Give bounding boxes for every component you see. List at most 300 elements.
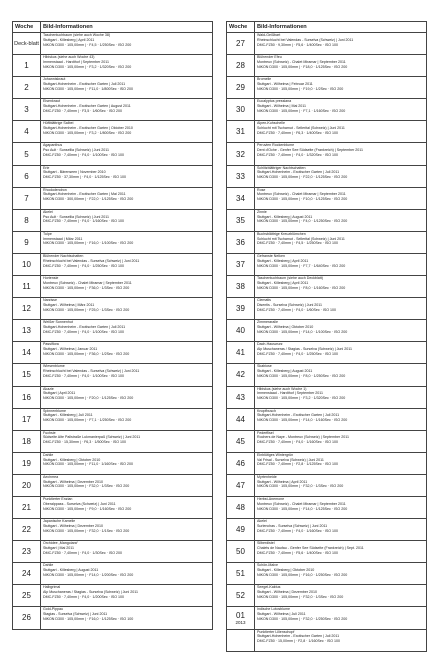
location-date: Stuttgart - Wilhelma | Dezember 2010 [43, 479, 104, 484]
image-info [255, 519, 427, 541]
camera-settings: DMC-FZ50 · 7,40mm | · F2,8 · 1/125Sec · ISO 100 [257, 462, 339, 467]
plant-name: Wald-Geißbart [257, 33, 281, 37]
week-label: 29 [236, 83, 245, 93]
week-number [227, 607, 255, 629]
location-date: Stuttgart-Hohenheim - Exotischer Garten | Mai 2011 [43, 192, 126, 197]
camera-settings: DMC-FZ50 · 15,30mm | · F6,3 · 1/500Sec · ISO 100 [43, 440, 127, 445]
week-number [13, 563, 41, 585]
week-number [13, 474, 41, 496]
table-row [13, 99, 213, 121]
image-info [255, 231, 427, 253]
left-column [12, 21, 213, 630]
table-row [227, 99, 427, 121]
week-label: 25 [22, 591, 31, 601]
camera-settings: NIKON D300 · 105,00mm | · F32,0 · 1/3Sec · ISO 200 [257, 594, 344, 599]
plant-name: Herbst-Anemone [257, 496, 285, 501]
location-date: Rheinschlucht bei Valendas - Surselva (Schweiz) | Juni 2011 [43, 258, 140, 263]
plant-name: Passiflora [43, 342, 59, 347]
location-date: Stuttgart - Wilhelma | Dezember 2010 [257, 590, 318, 595]
table-row [227, 408, 427, 430]
plant-name: Bromelie [257, 77, 272, 82]
camera-settings: NIKON D300 · 300,00mm | · F22,0 · 1/125Sec · ISO 200 [43, 197, 134, 202]
table-row [227, 143, 427, 165]
location-date: Stuttgart - Killesberg | April 2011 [257, 258, 309, 263]
plant-name: Alpen-Kuhschelle [257, 121, 285, 126]
camera-settings: NIKON D300 · 105,00mm | · F11,0 · 1/160Sec · ISO 200 [43, 462, 133, 467]
plant-name: Narzisse [43, 298, 57, 303]
camera-settings: DMC-FZ50 · 7,40mm | · F4,0 · 1/160Sec · ISO 100 [257, 528, 339, 533]
table-row [13, 77, 213, 99]
week-number [227, 563, 255, 585]
location-date: Immenstaad - Hardthof | September 2011 [257, 391, 323, 396]
plant-name: Johanniskraut [43, 77, 66, 82]
image-info [41, 187, 213, 209]
table-row [13, 209, 213, 231]
week-label: Deck-blatt [14, 40, 39, 47]
plant-name: Einblütiges Wintergrün [257, 452, 294, 457]
plant-name: Silberdistel [257, 541, 275, 546]
week-number [13, 386, 41, 408]
plant-name: Punktierter Enzian [43, 496, 73, 501]
location-date: Chalets de Naufau - Genfer See Südseite (Frankreich) | Sept. 2011 [257, 545, 364, 550]
plant-name: Federflisel [257, 430, 274, 435]
week-number [227, 276, 255, 298]
week-label: 47 [236, 480, 245, 490]
location-date: Stuttgart - Bärenseen | November 2010 [43, 170, 106, 175]
camera-settings: NIKON D300 · 105,00mm | · F8,0 · 1/160Sec · ISO 200 [257, 285, 346, 290]
image-info [41, 33, 213, 55]
camera-settings: NIKON D300 · 105,00mm | · F14,0 · 1/160Sec · ISO 200 [257, 418, 348, 423]
image-info [255, 253, 427, 275]
camera-settings: DMC-FZ50 · 7,40mm | · F4,5 · 1/250Sec · ISO 100 [257, 241, 339, 246]
week-number [227, 165, 255, 187]
location-date: Stuttgart - Killesberg | August 2011 [257, 369, 313, 374]
plant-name: Schlitzblättriger Nachtschatten [257, 165, 306, 170]
location-date: Alp Muschaneras / Stagias - Surselva (Schweiz) | Juni 2011 [43, 590, 138, 595]
location-date: Stuttgart - Wilhelma | Februar 2011 [257, 81, 313, 86]
location-date: Immenstaad - Hardthof | September 2011 [43, 59, 109, 64]
location-date: Stuttgart - Killesberg | Juli 2011 [43, 413, 93, 418]
plant-name: Tulpe [43, 231, 52, 236]
week-label: 32 [236, 149, 245, 159]
image-info [255, 187, 427, 209]
image-info [41, 342, 213, 364]
week-label: 46 [236, 458, 245, 468]
plant-name: Schön-Malve [257, 563, 278, 568]
table-row [227, 519, 427, 541]
camera-settings: NIKON D300 · 105,00mm | · F11,0 · 1/800Sec · ISO 200 [43, 86, 133, 91]
week-label: 17 [22, 414, 31, 424]
camera-settings: NIKON D300 · 105,00mm | · F4,5 · 1/250Sec · ISO 200 [43, 42, 132, 47]
week-label: 24 [22, 569, 31, 579]
table-row [227, 209, 427, 231]
image-info [255, 364, 427, 386]
week-label: 23 [22, 547, 31, 557]
image-info [255, 77, 427, 99]
week-label: 42 [236, 370, 245, 380]
plant-name: Peruvien Rockenblume [257, 143, 295, 148]
image-info [41, 143, 213, 165]
info-header: Bild-Informationen [41, 22, 213, 33]
camera-settings: NIKON D300 · 105,00mm | · F3,2 · 1/320Sec · ISO 200 [43, 64, 132, 69]
table-row [227, 121, 427, 143]
week-label: 16 [22, 392, 31, 402]
camera-settings: NIKON D300 · 105,00mm | · F32,0 · 1/3Sec · ISO 200 [43, 484, 130, 489]
plant-name: Hibiskus (siehe auch Woche 43) [43, 55, 95, 60]
table-row [13, 231, 213, 253]
table-row [13, 563, 213, 585]
location-date: Alp Muschaneras / Stagias - Surselva (Schweiz) | Juni 2011 [257, 347, 352, 352]
week-label: 43 [236, 392, 245, 402]
week-number [227, 629, 255, 651]
week-label: 11 [22, 282, 31, 292]
location-date: Stuttgart - Wilhelma | März 2011 [43, 302, 95, 307]
plant-name: Erle [43, 165, 50, 170]
plant-name: Punktierter Lilienschopf [257, 629, 295, 634]
camera-settings: NIKON D300 · 105,00mm | · F22,0 · 1/125Sec · ISO 200 [257, 175, 348, 180]
plant-name: Blühender Efeu [257, 55, 282, 60]
image-info [255, 121, 427, 143]
week-number [13, 496, 41, 518]
image-info [41, 276, 213, 298]
week-number [227, 320, 255, 342]
week-label: 28 [236, 61, 245, 71]
image-info [255, 563, 427, 585]
camera-settings: NIKON D300 · 105,00mm | · F16,0 · 1/100Sec · ISO 200 [43, 241, 134, 246]
week-label: 19 [22, 458, 31, 468]
camera-settings: DMC-FZ50 · 7,40mm | · F4,0 · 1/100Sec · ISO 100 [43, 329, 125, 334]
plant-name: Spinnenblume [43, 408, 66, 413]
plant-name: Hortensie [43, 276, 59, 281]
week-number [13, 55, 41, 77]
plant-name: Eisenkraut [43, 99, 60, 104]
plant-name: Eucalyptus pressiana [257, 99, 292, 104]
camera-settings: NIKON D300 · 105,00mm | · F3,2 · 1/320Sec · ISO 200 [257, 396, 346, 401]
table-row [227, 563, 427, 585]
plant-name: Knopfbusch [257, 408, 276, 413]
plant-name: Weißer Sonnenhut [43, 320, 73, 325]
week-label: 51 [236, 569, 245, 579]
week-label: 34 [236, 193, 245, 203]
location-date: Stuttgart-Hohenheim - Exotischer Garten | Oktober 2010 [43, 126, 133, 131]
image-info [255, 143, 427, 165]
week-label: 12 [22, 304, 31, 314]
week-number [13, 77, 41, 99]
week-number [227, 209, 255, 231]
camera-settings: NIKON D300 · 105,00mm | · F4,0 · 1/1250Sec · ISO 200 [257, 219, 348, 224]
location-date: Stuttgart - Wilhelma | Januar 2011 [43, 347, 98, 352]
table-header-row [227, 22, 427, 33]
week-label: 10 [22, 259, 31, 269]
location-date: Südseite Alte Pallstraße Lukmanierpaß (Schweiz) | Juni 2011 [43, 435, 141, 440]
plant-name: Akelei [43, 209, 53, 214]
week-number [13, 342, 41, 364]
camera-settings: NIKON D300 · 105,00mm | · F32,0 · 1/1Sec · ISO 200 [43, 528, 130, 533]
location-date: Stuttgart - Wilhelma | Oktober 2010 [257, 325, 314, 330]
week-label: 35 [236, 215, 245, 225]
table-row [227, 585, 427, 607]
week-number [227, 143, 255, 165]
table-row [13, 452, 213, 474]
camera-settings: DMC-FZ50 · 7,40mm | · F4,0 · 1/100Sec · ISO 100 [43, 374, 125, 378]
location-date: Montreux (Schweiz) - Chalet Miramar | September 2011 [257, 192, 346, 197]
week-header: Woche [13, 22, 41, 33]
table-row [13, 320, 213, 342]
camera-settings: NIKON D300 · 105,00mm | · F14,0 · 1/100Sec · ISO 200 [257, 329, 348, 334]
week-label: 31 [236, 127, 245, 137]
image-info [41, 320, 213, 342]
location-date: Stuttgart - Killesberg | Oktober 2010 [43, 457, 101, 462]
plant-name: Dahlie [43, 563, 54, 568]
week-number [13, 121, 41, 143]
plant-name: Rose [257, 187, 266, 192]
week-label: 8 [24, 215, 29, 225]
week-number [227, 55, 255, 77]
table-row [13, 298, 213, 320]
table-row [13, 165, 213, 187]
image-info [41, 519, 213, 541]
week-label: 22 [22, 525, 31, 535]
image-info [41, 99, 213, 121]
plant-name: Gold-Pippau [43, 607, 63, 612]
camera-settings: NIKON D300 · 105,00mm | · F25,0 · 1/3Sec · ISO 200 [43, 307, 130, 312]
week-number [227, 585, 255, 607]
table-row [227, 430, 427, 452]
camera-settings: NIKON D300 · 105,00mm | · F7,1 · 1/160Sec · ISO 200 [257, 108, 346, 113]
camera-settings: NIKON D300 · 105,00mm | · F3,2 · 1/800Sec · ISO 200 [43, 130, 132, 135]
week-number [227, 452, 255, 474]
camera-settings: NIKON D300 · 105,00mm | · F10,0 · 1/125Sec · ISO 200 [257, 197, 348, 202]
week-label: 50 [236, 547, 245, 557]
location-date: Rheinschlucht bei Valendas - Surselva (Schweiz) | Juni 2011 [43, 369, 140, 374]
camera-settings: DMC-FZ50 · 7,40mm | · F4,0 · 1/200Sec · ISO 100 [43, 594, 125, 599]
week-number [227, 519, 255, 541]
week-label: 49 [236, 525, 245, 535]
camera-settings: NIKON D300 · 105,00mm | · F16,0 · 1/250Sec · ISO 200 [257, 572, 348, 577]
image-info [255, 386, 427, 408]
plant-name: Zimmeraralie [257, 320, 278, 325]
table-row [227, 33, 427, 55]
location-date: Schlucht mit Tschamut - Sellerital (Schweiz) | Juni 2011 [257, 126, 345, 131]
camera-settings: DMC-FZ50 · 7,40mm | · F6,3 · 1/400Sec · ISO 100 [257, 130, 339, 135]
week-label: 4 [24, 127, 29, 137]
plant-name: Skabiose [257, 364, 272, 369]
table-row [227, 364, 427, 386]
week-label: 36 [236, 237, 245, 247]
camera-settings: DMC-FZ50 · 15,00mm | · F2,8 · 1/160Sec · ISO 100 [257, 639, 341, 644]
table-row [13, 474, 213, 496]
camera-settings: NIKON D300 · 105,00mm | · F14,0 · 1/200Sec · ISO 200 [43, 572, 134, 577]
table-row [227, 187, 427, 209]
week-number [13, 187, 41, 209]
location-date: Stuttgart - Wilhelma | Juli 2011 [257, 612, 306, 617]
week-label: 40 [236, 326, 245, 336]
plant-name: Clematis [257, 298, 271, 303]
week-number [13, 320, 41, 342]
plant-name: Blühender Nachtschatten [43, 253, 84, 258]
week-number [227, 77, 255, 99]
plant-name: Seegel-Kaktus [257, 585, 281, 590]
image-info [41, 121, 213, 143]
week-label: 3 [24, 105, 29, 115]
table-row [13, 121, 213, 143]
week-label: 14 [22, 348, 31, 358]
camera-settings: NIKON D300 · 105,00mm | · F36,0 · 1/2Sec · ISO 200 [43, 351, 130, 356]
location-date: Val Frisal - Surselva (Schweiz) | Juni 2011 [257, 457, 324, 462]
plant-name: Hibiskus (siehe auch Woche 1) [257, 386, 307, 391]
image-info [41, 77, 213, 99]
table-row [227, 55, 427, 77]
week-number [227, 99, 255, 121]
camera-settings: NIKON D300 · 105,00mm | · F14,0 · 1/125Sec · ISO 200 [257, 506, 348, 511]
camera-settings: DMC-FZ50 · 9,30mm | · F5,6 · 1/400Sec · ISO 100 [257, 42, 339, 47]
location-date: Stuttgart - Wilhelma | Dezember 2010 [43, 523, 104, 528]
location-date: Montreux (Schweiz) - Chalet Miramar | September 2011 [257, 501, 346, 506]
plant-name: Dahlie [43, 452, 54, 457]
week-number [227, 187, 255, 209]
week-number [13, 408, 41, 430]
location-date: Surlenchas - Surselva (Schweiz) | Juni 2011 [257, 523, 328, 528]
week-label: 44 [236, 414, 245, 424]
location-date: Schlucht mit Tschamut - Sellerital (Schweiz) | Juni 2011 [257, 236, 345, 241]
image-info [41, 408, 213, 430]
image-info [41, 209, 213, 231]
location-date: Stuttgart | Mai 2011 [43, 545, 75, 550]
plant-name: Indische Lotosblume [257, 607, 290, 612]
image-info [41, 452, 213, 474]
week-year: 2013 [235, 619, 246, 625]
plant-name: Buchsblättrige Kreuzblümchen [257, 231, 306, 236]
week-number [13, 33, 41, 55]
image-info [41, 563, 213, 585]
image-info [41, 364, 213, 386]
location-date: Stuttgart-Hohenheim - Exotischer Garten | Juli 2011 [43, 81, 126, 86]
camera-settings: NIKON D300 · 105,00mm | · F20,0 · 1/125Sec · ISO 200 [43, 396, 134, 401]
plant-name: Dach-Hauswurz [257, 342, 283, 347]
week-number [13, 452, 41, 474]
plant-name: Wiesenblume [43, 364, 65, 369]
week-label: 41 [236, 348, 245, 358]
week-label: 37 [236, 259, 245, 269]
table-row [13, 143, 213, 165]
week-number [227, 121, 255, 143]
week-number [227, 231, 255, 253]
camera-settings: DMC-FZ50 · 7,40mm | · F3,5 · 1/60Sec · ISO 200 [43, 108, 123, 113]
week-number [227, 364, 255, 386]
week-label: 2 [24, 83, 29, 93]
week-label: 18 [22, 436, 31, 446]
image-info [255, 342, 427, 364]
location-date: Montreux (Schweiz) - Chalet Miramar | September 2011 [43, 280, 132, 285]
table-row [227, 452, 427, 474]
week-number [13, 430, 41, 452]
image-info [255, 541, 427, 563]
image-info [41, 430, 213, 452]
week-label: 01 [236, 610, 245, 620]
plant-name: Myrtenheide [257, 474, 277, 479]
week-number [13, 253, 41, 275]
location-date: Disentis - Surselva (Schweiz) | Juni 2011 [257, 302, 322, 307]
image-info [41, 496, 213, 518]
week-label: 13 [22, 326, 31, 336]
week-rows [227, 33, 427, 652]
table-row [227, 342, 427, 364]
plant-name: Orchidee „Mangoiara“ [43, 541, 78, 546]
image-info [255, 55, 427, 77]
location-date: Rheinschlucht bei Valendas - Surselva (Schweiz) | Juni 2011 [257, 37, 354, 42]
table-row [13, 253, 213, 275]
week-label: 26 [22, 613, 31, 623]
week-number [13, 607, 41, 629]
location-date: Stuttgart-Hohenheim - Exotischer Garten | Juli 2011 [43, 325, 126, 330]
plant-name: Zinnie [257, 209, 267, 214]
week-header: Woche [227, 22, 255, 33]
camera-settings: DMC-FZ50 · 7,40mm | · F4,0 · 1/60Sec · ISO 100 [257, 307, 337, 312]
week-number [13, 99, 41, 121]
week-number [13, 165, 41, 187]
week-label: 27 [236, 39, 245, 49]
image-info [41, 165, 213, 187]
week-label: 9 [24, 237, 29, 247]
image-info [255, 99, 427, 121]
image-info [255, 276, 427, 298]
table-row [227, 165, 427, 187]
plant-name: Fuchsie [43, 430, 56, 435]
plant-name: Rhododendron [43, 187, 67, 192]
week-number [227, 474, 255, 496]
table-row [227, 77, 427, 99]
location-date: Oberalppass - Surselva (Schweiz) | Juni 2011 [43, 501, 116, 506]
table-row [13, 187, 213, 209]
camera-settings: NIKON D300 · 105,00mm | · F16,0 · 1/125Sec · ISO 100 [43, 617, 134, 622]
plant-name: Akelei [257, 519, 267, 524]
plant-name: Gefranste Nelken [257, 253, 285, 258]
camera-settings: DMC-FZ50 · 7,40mm | · F4,0 · 1/100Sec · ISO 100 [43, 153, 125, 158]
table-row [13, 607, 213, 629]
table-row [13, 496, 213, 518]
image-info [255, 474, 427, 496]
week-number [13, 541, 41, 563]
table-row [13, 585, 213, 607]
camera-settings: DMC-FZ50 · 7,40mm | · F4,0 · 1/250Sec · ISO 100 [257, 351, 339, 356]
table-row [227, 276, 427, 298]
image-info [41, 253, 213, 275]
table-row [227, 320, 427, 342]
table-row [227, 231, 427, 253]
image-info [255, 430, 427, 452]
location-date: Stuttgart - Killesberg | Oktober 2010 [257, 568, 315, 573]
week-number [13, 209, 41, 231]
week-number [227, 496, 255, 518]
week-label: 1 [24, 61, 29, 71]
plant-name: Hüftblättrige Salbei [43, 121, 74, 126]
table-row [227, 629, 427, 651]
week-number [227, 430, 255, 452]
table-row [227, 541, 427, 563]
week-number [13, 364, 41, 386]
table-row [13, 276, 213, 298]
image-info [41, 231, 213, 253]
image-info [255, 33, 427, 55]
camera-settings: NIKON D300 · 105,00mm | · F7,1 · 1/250Sec · ISO 200 [43, 418, 132, 423]
week-number [13, 519, 41, 541]
location-date: Stuttgart - Killesberg | August 2011 [257, 214, 313, 219]
camera-settings: NIKON D300 · 105,00mm | · F19,0 · 1/2Sec · ISO 200 [257, 86, 344, 91]
location-date: Stuttgart | April 2011 [43, 391, 76, 396]
week-number [227, 541, 255, 563]
location-date: Dent d'Oche - Genfer See Südseite (Frankreich) | September 2011 [257, 148, 364, 153]
image-info [41, 474, 213, 496]
